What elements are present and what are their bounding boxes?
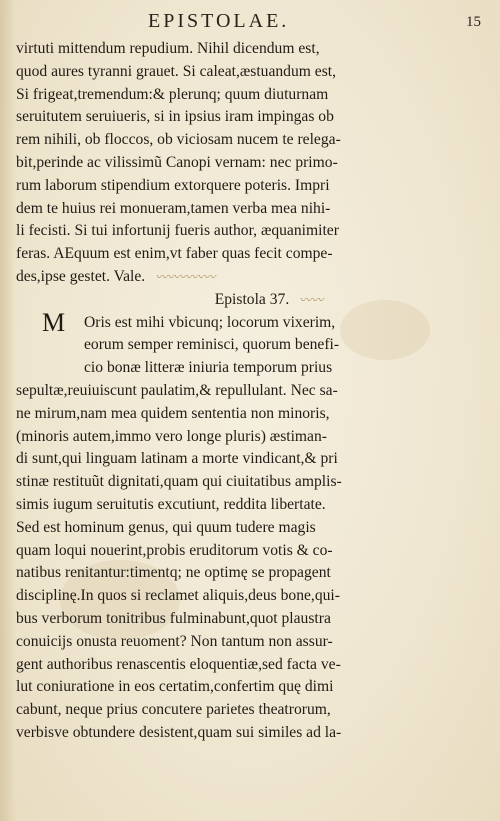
text-line: Si frigeat,tremendum:& plerunq; quum diuturnam: [16, 85, 329, 103]
text-line: seruitutem seruiueris, si in ipsius iram impingas ob: [16, 108, 334, 126]
text-line-with-margin-note: [12, 266, 486, 289]
text-line: bit,perinde ac vilissimũ Canopi vernam: nec primo-: [16, 153, 338, 171]
text-line: cabunt, neque prius concutere parietes theatrorum,: [16, 701, 331, 719]
drop-cap: M: [42, 311, 66, 335]
text-line: sepultæ,reuiuiscunt paulatim,& repullulant. Nec sa-: [16, 381, 338, 399]
text-line: lut coniuratione in eos certatim,confertim quę dimi: [16, 678, 334, 696]
text-line: verbisve obtundere desistent,quam sui similes ad la-: [16, 723, 342, 741]
text-line: cio bonæ litteræ iniuria temporum prius: [84, 359, 333, 377]
running-head: [0, 8, 500, 38]
text-line: bus verborum tonitribus fulminabunt,quot plaustra: [16, 609, 331, 627]
text-line: li fecisti. Si tui infortunij fueris author, æquanimiter: [16, 222, 339, 240]
epistle-heading: [12, 289, 486, 312]
text-line: (minoris autem,immo vero longe pluris) æstiman-: [16, 427, 327, 445]
text-line: dem te huius rei monueram,tamen verba mea nihi-: [16, 199, 331, 217]
text-line-segment: Oris est mihi vbicunq; locorum vixerim,: [84, 313, 336, 331]
text-line: di sunt,qui linguam latinam a morte vindicant,& pri: [16, 450, 338, 468]
text-line: feras. AEquum est enim,vt faber quas fecit compe-: [16, 245, 333, 263]
text-line: simis iugum seruitutis excutiunt, reddita libertate.: [16, 495, 326, 513]
text-line: virtuti mittendum repudium. Nihil dicendum est,: [16, 40, 320, 57]
text-line: eorum semper reminisci, quorum benefi-: [84, 336, 340, 354]
text-line: gent authoribus renascentis eloquentiæ,sed facta ve-: [16, 655, 341, 673]
handwritten-margin-note: 〰〰〰〰〰: [155, 269, 216, 284]
text-line: quam loqui nouerint,probis eruditorum votis & co-: [16, 541, 333, 559]
page-number: 15: [466, 14, 481, 30]
text-line: disciplinę.In quos si reclamet aliquis,deus bone,qui-: [16, 587, 340, 605]
text-line: rum laborum stipendium extorquere poteris. Impri: [16, 176, 330, 194]
text-line: ne mirum,nam mea quidem sententia non minoris,: [16, 404, 330, 422]
text-line: conuicijs onusta reuoment? Non tantum non assur-: [16, 632, 333, 650]
text-line: natibus renitantur:timentq; ne optimę se propagent: [16, 564, 331, 582]
text-line: Sed est hominum genus, qui quum tudere magis: [16, 518, 316, 536]
epistle-number: Epistola 37.: [214, 290, 290, 308]
text-line: quod aures tyranni grauet. Si caleat,æstuandum est,: [16, 62, 337, 80]
text-block: [12, 38, 486, 745]
handwritten-margin-note: 〰〰: [299, 292, 324, 307]
text-line-first: [12, 312, 486, 335]
text-line-segment: des,ipse gestet. Vale.: [16, 267, 146, 285]
text-line: rem nihili, ob floccos, ob viciosam nucem te relega-: [16, 131, 341, 149]
text-line: stinæ restituũt dignitati,quam qui ciuitatibus amplis-: [16, 473, 342, 491]
running-title: EPISTOLAE.: [148, 10, 290, 32]
